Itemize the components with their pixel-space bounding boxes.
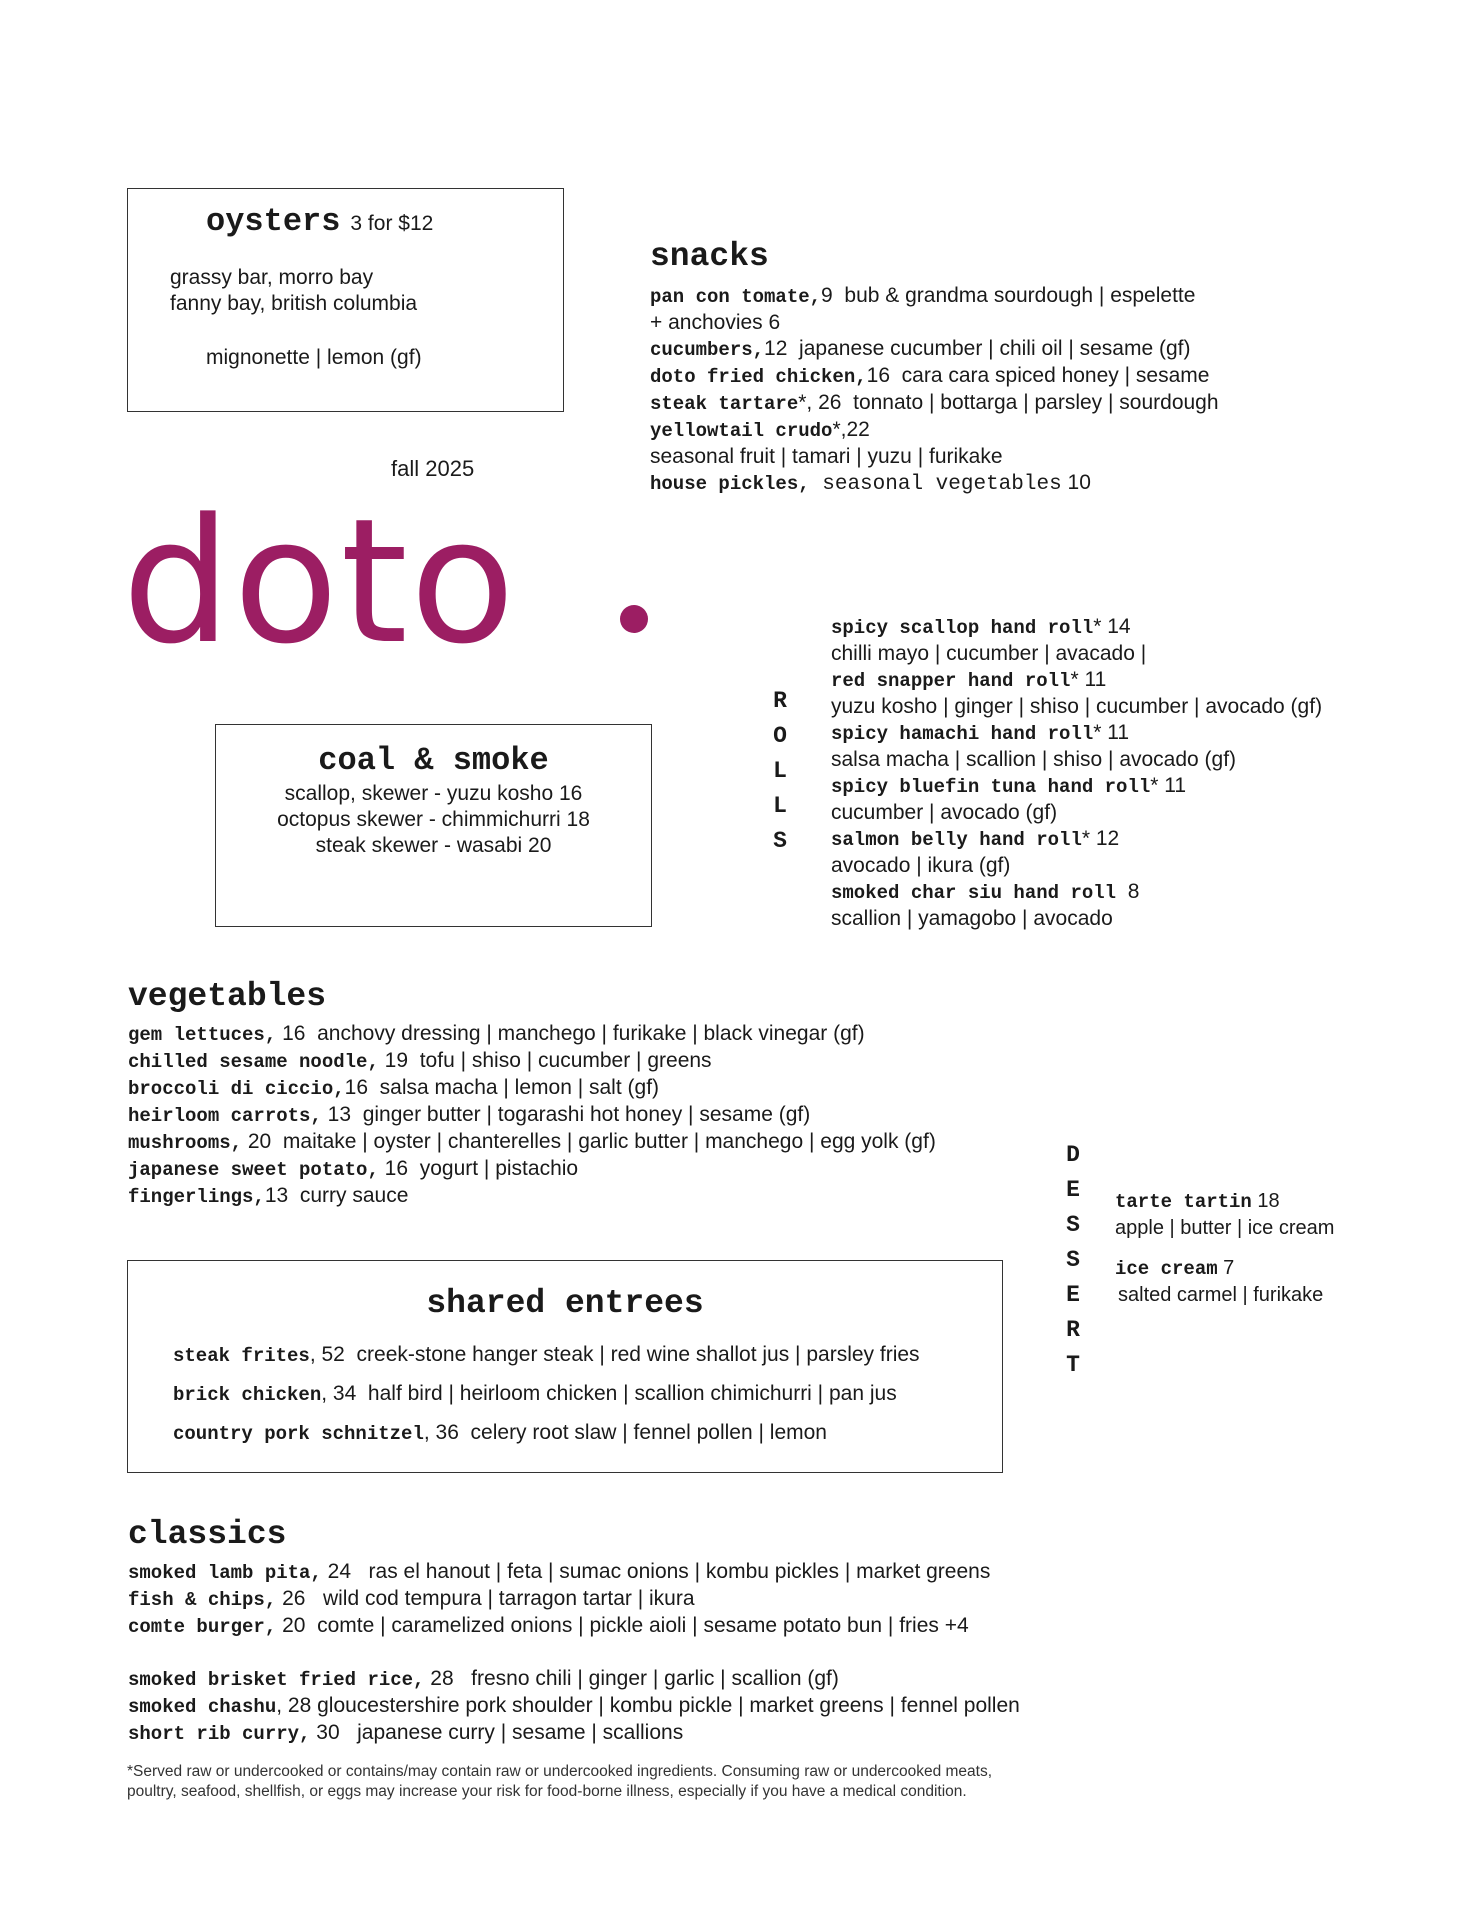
roll-header	[831, 614, 1322, 641]
coal-smoke-item: octopus skewer - chimmichurri 18	[277, 808, 590, 831]
dessert-price: 18	[1251, 1190, 1280, 1212]
entree-name: country pork schnitzel	[173, 1423, 424, 1445]
roll-price: * 11	[1093, 721, 1130, 744]
season-label: fall 2025	[391, 456, 475, 481]
classic-desc: comte | caramelized onions | pickle aioli | sesame potato bun | fries +4	[305, 1614, 969, 1637]
roll-name: salmon belly hand roll	[831, 829, 1082, 851]
disclaimer-line-2: poultry, seafood, shellfish, or eggs may increase your risk for food-borne illness, especially if you have a medical condition.	[127, 1783, 967, 1800]
vegetables-title: vegetables	[128, 978, 327, 1015]
vegetable-item	[128, 1156, 936, 1183]
entree-item	[173, 1382, 897, 1406]
roll-price: * 11	[1070, 668, 1107, 691]
snack-desc: tonnato | bottarga | parsley | sourdough	[841, 391, 1219, 414]
coal-smoke-item: steak skewer - wasabi 20	[315, 834, 552, 857]
snack-desc: seasonal vegetables	[809, 473, 1062, 496]
classic-desc: fresno chili | ginger | garlic | scallion (gf)	[453, 1667, 839, 1690]
snacks-title: snacks	[650, 238, 769, 275]
vegetables-section	[128, 980, 936, 1210]
entree-desc: half bird | heirloom chicken | scallion chimichurri | pan jus	[356, 1382, 897, 1405]
roll-desc: salsa macha | scallion | shiso | avocado (gf)	[831, 748, 1237, 771]
roll-name: smoked char siu hand roll	[831, 882, 1117, 904]
snack-item	[650, 470, 1219, 498]
snack-item	[650, 444, 1219, 470]
classic-price: 24	[321, 1560, 352, 1583]
dessert-label-letter: S	[1066, 1247, 1080, 1273]
roll-name: spicy bluefin tuna hand roll	[831, 776, 1151, 798]
oysters-condiments: mignonette | lemon (gf)	[206, 346, 422, 369]
dessert-list	[1115, 1188, 1334, 1308]
roll-price: * 14	[1093, 615, 1131, 638]
vegetable-name: mushrooms,	[128, 1132, 243, 1154]
snack-price: 16	[866, 364, 890, 387]
snack-name: cucumbers,	[650, 339, 765, 361]
roll-price: 8	[1116, 880, 1140, 903]
snack-price: 9	[821, 284, 833, 307]
classic-price: 28	[424, 1667, 454, 1690]
roll-header	[831, 773, 1322, 800]
vegetable-desc: anchovy dressing | manchego | furikake | black vinegar (gf)	[305, 1022, 865, 1045]
classic-price: , 28	[276, 1694, 312, 1717]
roll-desc: scallion | yamagobo | avocado	[831, 907, 1113, 930]
snack-item	[650, 310, 1219, 336]
classic-desc: wild cod tempura | tarragon tartar | ikura	[305, 1587, 695, 1610]
snack-price: 10	[1061, 471, 1091, 494]
snack-desc: + anchovies 6	[650, 311, 781, 334]
classics-spacer	[128, 1640, 1020, 1666]
snack-item	[650, 390, 1219, 417]
dessert-vertical-label	[1060, 1138, 1086, 1383]
vegetable-item	[128, 1021, 936, 1048]
snack-desc: seasonal fruit | tamari | yuzu | furikake	[650, 445, 1003, 468]
rolls-label-letter: O	[773, 723, 787, 749]
snack-desc: cara cara spiced honey | sesame	[890, 364, 1210, 387]
roll-name: spicy scallop hand roll	[831, 617, 1094, 639]
snack-price: 12	[764, 337, 788, 360]
coal-smoke-title: coal & smoke	[318, 742, 549, 779]
classic-price: 30	[310, 1721, 340, 1744]
shared-entrees-box	[127, 1260, 1003, 1473]
vegetable-price: 20	[242, 1130, 272, 1153]
dessert-header	[1115, 1188, 1334, 1215]
vegetable-item	[128, 1183, 936, 1210]
vegetable-desc: curry sauce	[288, 1184, 409, 1207]
vegetable-price: 19	[378, 1049, 409, 1072]
snack-name: pan con tomate,	[650, 286, 822, 308]
classic-name: smoked brisket fried rice,	[128, 1669, 425, 1691]
rolls-vertical-label	[767, 684, 793, 859]
roll-desc: avocado | ikura (gf)	[831, 854, 1011, 877]
rolls-label-letter: L	[773, 793, 787, 819]
classic-name: smoked chashu	[128, 1696, 277, 1718]
vegetable-name: fingerlings,	[128, 1186, 265, 1208]
entree-price: , 34	[321, 1382, 357, 1405]
vegetable-name: heirloom carrots,	[128, 1105, 322, 1127]
dessert-desc: salted carmel | furikake	[1118, 1284, 1324, 1306]
disclaimer	[127, 1762, 992, 1802]
classic-desc: japanese curry | sesame | scallions	[339, 1721, 684, 1744]
snack-name: doto fried chicken,	[650, 366, 867, 388]
classics-section	[128, 1518, 1020, 1747]
dessert-header	[1115, 1255, 1334, 1282]
entree-price: , 36	[423, 1421, 459, 1444]
entree-desc: celery root slaw | fennel pollen | lemon	[458, 1421, 827, 1444]
classic-name: smoked lamb pita,	[128, 1562, 322, 1584]
dessert-label-letter: E	[1066, 1282, 1080, 1308]
snack-item	[650, 417, 1219, 444]
shared-entrees-title: shared entrees	[426, 1285, 704, 1322]
vegetable-price: 13	[321, 1103, 352, 1126]
entree-name: steak frites	[173, 1345, 310, 1367]
oysters-price: 3 for $12	[350, 212, 434, 235]
roll-header	[831, 826, 1322, 853]
classic-item	[128, 1613, 1020, 1640]
oysters-title: oysters	[206, 203, 341, 240]
logo-dot	[620, 605, 648, 633]
entree-item	[173, 1343, 920, 1367]
vegetable-name: gem lettuces,	[128, 1024, 277, 1046]
coal-smoke-box	[215, 724, 652, 927]
classic-item	[128, 1586, 1020, 1613]
snack-item	[650, 336, 1219, 363]
vegetable-desc: salsa macha | lemon | salt (gf)	[368, 1076, 660, 1099]
dessert-price: 7	[1217, 1257, 1235, 1279]
dessert-label-letter: E	[1066, 1177, 1080, 1203]
disclaimer-line-1: *Served raw or undercooked or contains/may contain raw or undercooked ingredients. Consuming raw or undercooked meats,	[127, 1763, 993, 1780]
roll-desc: chilli mayo | cucumber | avacado |	[831, 642, 1147, 665]
rolls-list	[831, 614, 1322, 932]
snack-price: *, 26	[798, 391, 842, 414]
roll-price: * 12	[1081, 827, 1120, 850]
snacks-list	[650, 283, 1219, 498]
vegetable-item	[128, 1075, 936, 1102]
oysters-variety-1: grassy bar, morro bay	[170, 266, 374, 289]
dessert-label-letter: T	[1066, 1352, 1080, 1378]
classic-name: comte burger,	[128, 1616, 277, 1638]
entree-price: , 52	[309, 1343, 345, 1366]
dessert-name: ice cream	[1115, 1258, 1218, 1280]
classic-price: 20	[276, 1614, 306, 1637]
classic-item	[128, 1666, 1020, 1693]
vegetable-price: 13	[264, 1184, 289, 1207]
vegetable-desc: tofu | shiso | cucumber | greens	[408, 1049, 712, 1072]
vegetables-list	[128, 1021, 936, 1210]
vegetable-name: chilled sesame noodle,	[128, 1051, 379, 1073]
classic-desc: gloucestershire pork shoulder | kombu pickle | market greens | fennel pollen	[311, 1694, 1020, 1717]
vegetable-price: 16	[276, 1022, 306, 1045]
classic-name: fish & chips,	[128, 1589, 277, 1611]
snack-item	[650, 283, 1219, 310]
snack-name: house pickles,	[650, 473, 810, 495]
vegetable-item	[128, 1102, 936, 1129]
rolls-label-letter: L	[773, 758, 787, 784]
entree-desc: creek-stone hanger steak | red wine shallot jus | parsley fries	[344, 1343, 920, 1366]
snack-price: *,22	[832, 418, 870, 441]
classic-item	[128, 1693, 1020, 1720]
vegetable-desc: ginger butter | togarashi hot honey | sesame (gf)	[351, 1103, 811, 1126]
snack-name: steak tartare	[650, 393, 799, 415]
roll-desc: yuzu kosho | ginger | shiso | cucumber | avocado (gf)	[831, 695, 1323, 718]
rolls-label-letter: S	[773, 828, 787, 854]
snacks-section	[650, 240, 1219, 498]
vegetable-price: 16	[344, 1076, 368, 1099]
classic-item	[128, 1559, 1020, 1586]
oysters-variety-2: fanny bay, british columbia	[170, 292, 418, 315]
vegetable-name: japanese sweet potato,	[128, 1159, 379, 1181]
classic-name: short rib curry,	[128, 1723, 311, 1745]
dessert-desc: apple | butter | ice cream	[1115, 1217, 1335, 1239]
coal-smoke-item: scallop, skewer - yuzu kosho 16	[284, 782, 583, 805]
roll-name: red snapper hand roll	[831, 670, 1071, 692]
logo: doto	[122, 481, 518, 682]
vegetable-item	[128, 1129, 936, 1156]
entree-item	[173, 1421, 827, 1445]
roll-desc: cucumber | avocado (gf)	[831, 801, 1058, 824]
vegetable-price: 16	[378, 1157, 409, 1180]
vegetable-desc: maitake | oyster | chanterelles | garlic butter | manchego | egg yolk (gf)	[271, 1130, 936, 1153]
roll-header	[831, 720, 1322, 747]
classics-list	[128, 1559, 1020, 1747]
oysters-header	[206, 203, 433, 240]
snack-item	[650, 363, 1219, 390]
classics-title: classics	[128, 1516, 287, 1553]
vegetable-item	[128, 1048, 936, 1075]
vegetable-desc: yogurt | pistachio	[408, 1157, 579, 1180]
roll-header	[831, 879, 1322, 906]
snack-name: yellowtail crudo	[650, 420, 833, 442]
dessert-label-letter: D	[1066, 1142, 1080, 1168]
oysters-box	[127, 188, 564, 412]
snack-desc: bub & grandma sourdough | espelette	[832, 284, 1196, 307]
classic-price: 26	[276, 1587, 306, 1610]
dessert-name: tarte tartin	[1115, 1191, 1252, 1213]
snack-desc: japanese cucumber | chili oil | sesame (gf)	[787, 337, 1191, 360]
entree-name: brick chicken	[173, 1384, 322, 1406]
dessert-label-letter: R	[1066, 1317, 1080, 1343]
roll-header	[831, 667, 1322, 694]
coal-smoke-list	[216, 781, 651, 859]
classic-item	[128, 1720, 1020, 1747]
rolls-label-letter: R	[773, 688, 787, 714]
dessert-label-letter: S	[1066, 1212, 1080, 1238]
classic-desc: ras el hanout | feta | sumac onions | kombu pickles | market greens	[351, 1560, 991, 1583]
roll-price: * 11	[1150, 774, 1187, 797]
vegetable-name: broccoli di ciccio,	[128, 1078, 345, 1100]
roll-name: spicy hamachi hand roll	[831, 723, 1094, 745]
